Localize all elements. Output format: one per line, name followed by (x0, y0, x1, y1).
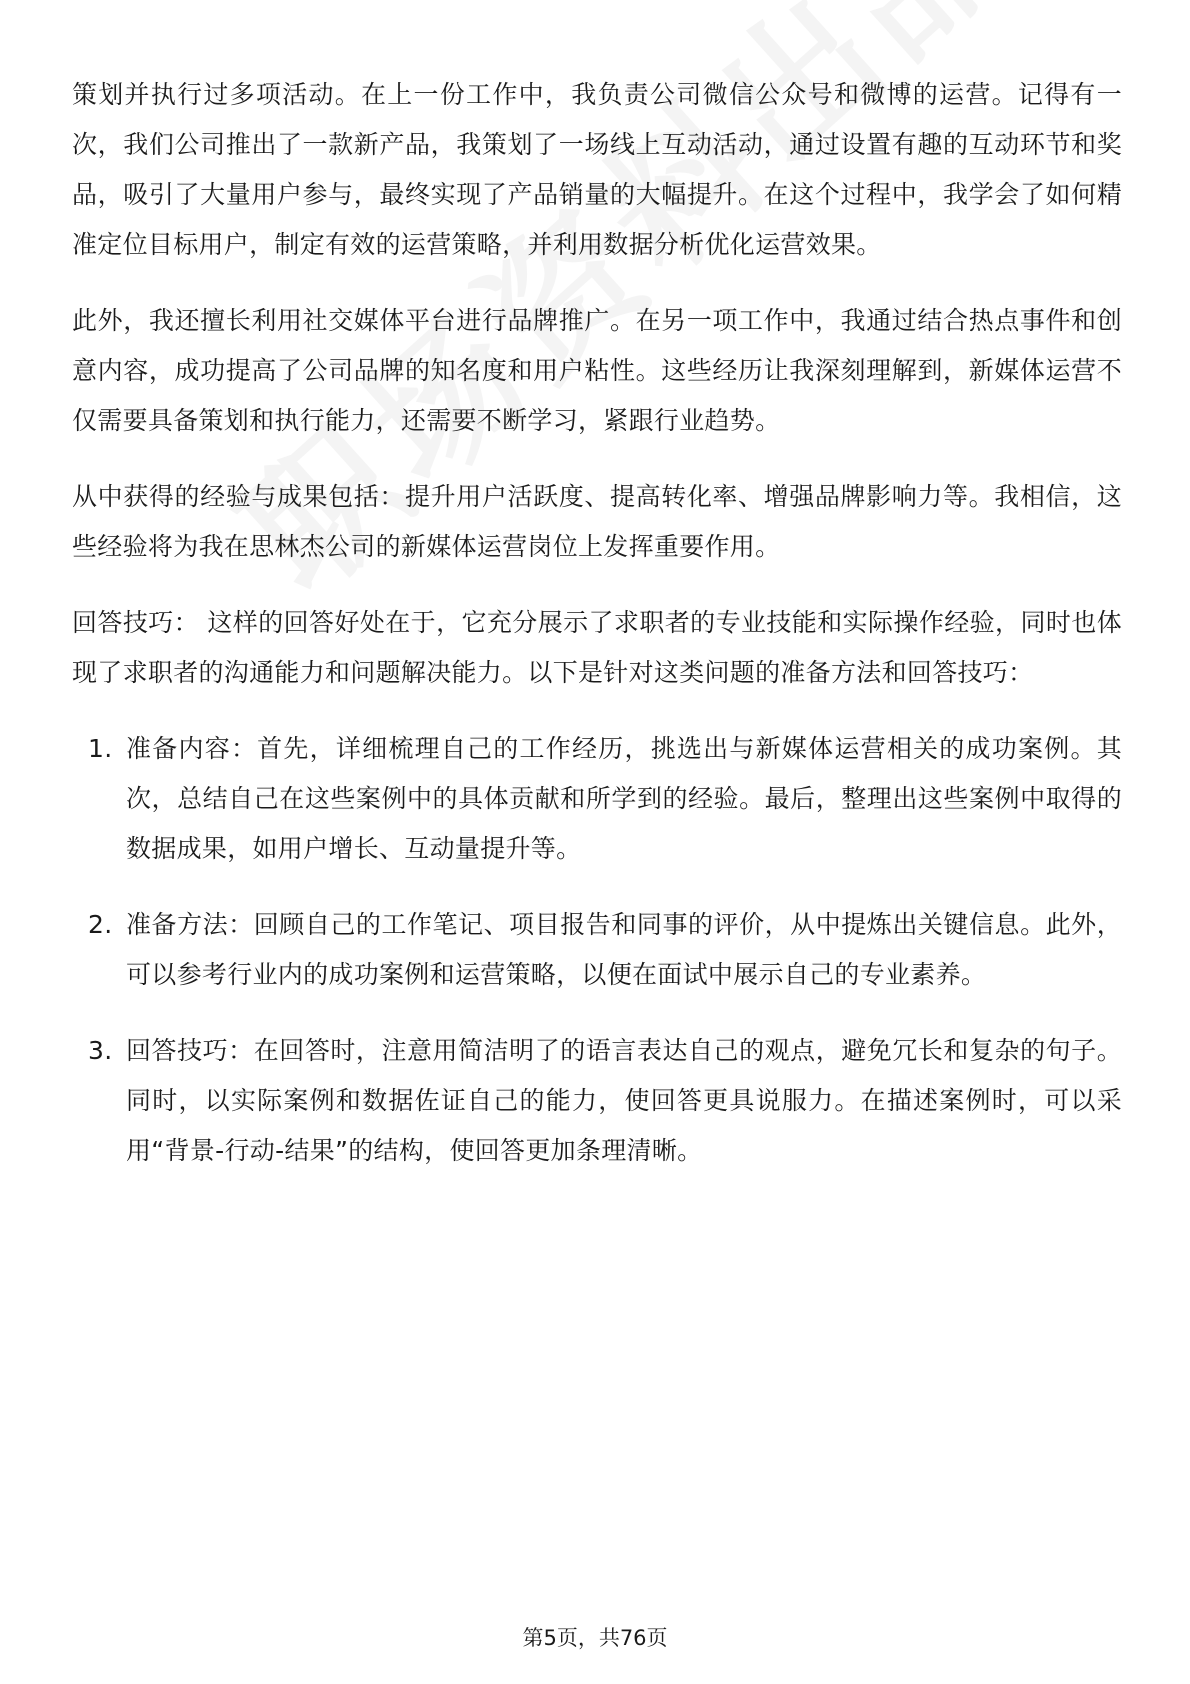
page-content (72, 70, 1122, 1202)
list-item (72, 1026, 1122, 1176)
list-item-number: 3. (88, 1036, 113, 1065)
list-item-text: 准备内容：首先，详细梳理自己的工作经历，挑选出与新媒体运营相关的成功案例。其次，总结自己在这些案例中的具体贡献和所学到的经验。最后，整理出这些案例中取得的数据成果，如用户增长、互动量提升等。 (126, 734, 1122, 863)
paragraph-answer-tips: 回答技巧： 这样的回答好处在于，它充分展示了求职者的专业技能和实际操作经验，同时也体现了求职者的沟通能力和问题解决能力。以下是针对这类问题的准备方法和回答技巧： (72, 608, 1122, 687)
list-item-text: 准备方法：回顾自己的工作笔记、项目报告和同事的评价，从中提炼出关键信息。此外，可以参考行业内的成功案例和运营策略，以便在面试中展示自己的专业素养。 (126, 910, 1122, 989)
list-item (72, 724, 1122, 874)
paragraph-results: 从中获得的经验与成果包括：提升用户活跃度、提高转化率、增强品牌影响力等。我相信，这些经验将为我在思林杰公司的新媒体运营岗位上发挥重要作用。 (72, 482, 1122, 561)
list-item-number: 2. (88, 910, 113, 939)
list-item-number: 1. (88, 734, 113, 763)
list-item-text: 回答技巧：在回答时，注意用简洁明了的语言表达自己的观点，避免冗长和复杂的句子。同时，以实际案例和数据佐证自己的能力，使回答更具说服力。在描述案例时，可以采用“背景-行动-结果”的结构，使回答更加条理清晰。 (126, 1036, 1122, 1165)
list-item (72, 900, 1122, 1000)
page-footer (0, 1622, 1190, 1652)
tips-list (72, 724, 1122, 1176)
paragraph-experience: 策划并执行过多项活动。在上一份工作中，我负责公司微信公众号和微博的运营。记得有一次，我们公司推出了一款新产品，我策划了一场线上互动活动，通过设置有趣的互动环节和奖品，吸引了大量用户参与，最终实现了产品销量的大幅提升。在这个过程中，我学会了如何精准定位目标用户，制定有效的运营策略，并利用数据分析优化运营效果。 (72, 80, 1122, 259)
page-number-label: 第5页，共76页 (522, 1626, 668, 1650)
paragraph-branding: 此外，我还擅长利用社交媒体平台进行品牌推广。在另一项工作中，我通过结合热点事件和创意内容，成功提高了公司品牌的知名度和用户粘性。这些经历让我深刻理解到，新媒体运营不仅需要具备策划和执行能力，还需要不断学习，紧跟行业趋势。 (72, 306, 1122, 435)
